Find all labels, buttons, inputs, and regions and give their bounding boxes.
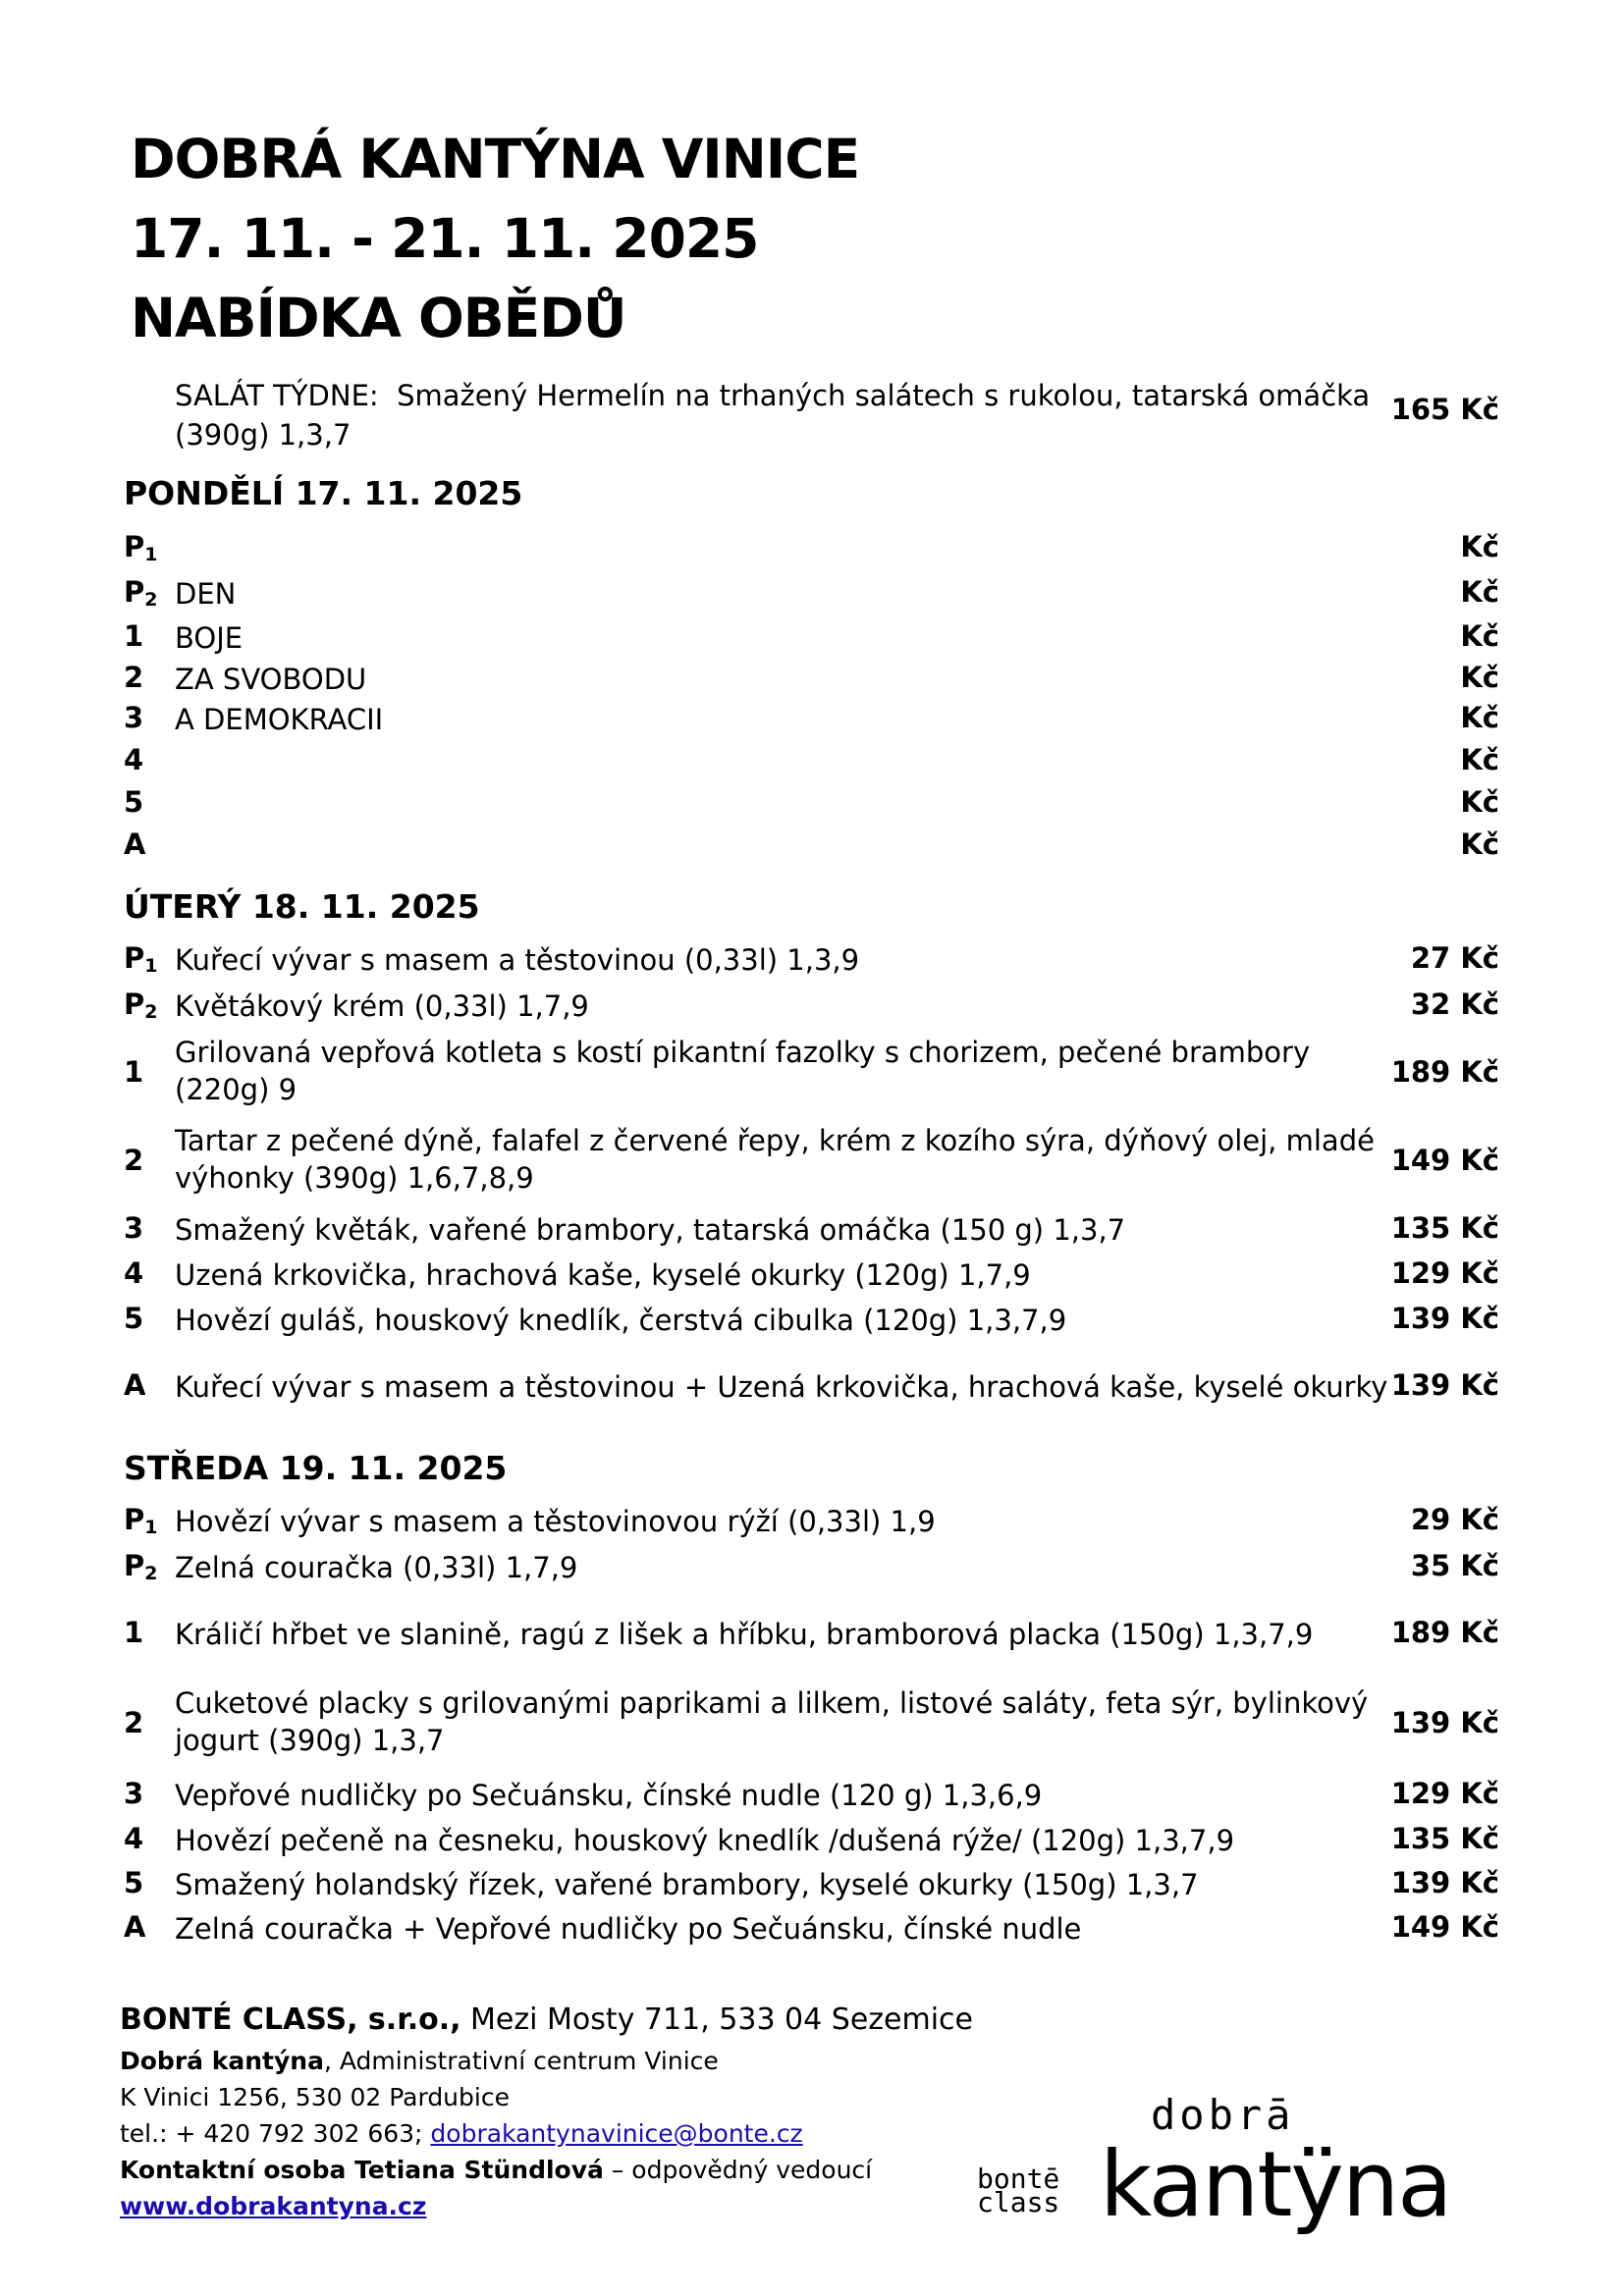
- item-description: Zelná couračka (0,33l) 1,7,9: [175, 1551, 578, 1584]
- item-code: 2: [124, 1144, 144, 1177]
- item-code: 2: [124, 661, 144, 694]
- item-price: 27 Kč: [1410, 941, 1499, 975]
- footer-person-line: [120, 2152, 973, 2188]
- logo-small-top: bontē: [977, 2163, 1060, 2195]
- item-price: 29 Kč: [1410, 1503, 1499, 1536]
- item-price: 139 Kč: [1390, 1866, 1499, 1899]
- item-code: A: [124, 828, 146, 861]
- item-code: $P_1$: [124, 1503, 158, 1538]
- item-price: Kč: [1460, 828, 1499, 861]
- item-code: 1: [124, 619, 144, 653]
- item-price: 139 Kč: [1390, 1706, 1499, 1739]
- item-code: 3: [124, 1777, 144, 1810]
- item-description: Zelná couračka + Vepřové nudličky po Sečuánsku, čínské nudle: [175, 1912, 1082, 1946]
- item-code: 4: [124, 743, 144, 776]
- item-code: 5: [124, 1866, 144, 1899]
- phone-number: tel.: + 420 792 302 663;: [120, 2119, 431, 2148]
- contact-person: Kontaktní osoba Tetiana Stündlová: [120, 2156, 604, 2184]
- footer-company-line: [120, 1998, 973, 2043]
- salad-label: SALÁT TÝDNE:: [175, 379, 379, 412]
- item-description: Hovězí vývar s masem a těstovinovou rýží (0,33l) 1,9: [175, 1505, 936, 1538]
- title-offer: NABÍDKA OBĚDŮ: [131, 287, 626, 349]
- item-code: 4: [124, 1822, 144, 1855]
- item-code: 4: [124, 1256, 144, 1290]
- item-description: Květákový krém (0,33l) 1,7,9: [175, 989, 589, 1023]
- item-description: Kuřecí vývar s masem a těstovinou + Uzená krkovička, hrachová kaše, kyselé okurky: [175, 1370, 1388, 1404]
- item-price: 129 Kč: [1390, 1777, 1499, 1810]
- item-price: 35 Kč: [1410, 1549, 1499, 1582]
- item-description: Kuřecí vývar s masem a těstovinou (0,33l) 1,3,9: [175, 943, 860, 977]
- contact-role: – odpovědný vedoucí: [603, 2156, 873, 2184]
- item-code: 5: [124, 1302, 144, 1335]
- item-description: DEN: [175, 577, 237, 611]
- item-description: Grilovaná vepřová kotleta s kostí pikantní fazolky s chorizem, pečené brambory (220g) 9: [175, 1036, 1311, 1106]
- company-address: Mezi Mosty 711, 533 04 Sezemice: [460, 2002, 973, 2037]
- title-canteen: DOBRÁ KANTÝNA VINICE: [131, 128, 860, 190]
- item-price: Kč: [1460, 530, 1499, 563]
- item-code: A: [124, 1910, 146, 1944]
- footer-street: K Vinici 1256, 530 02 Pardubice: [120, 2083, 510, 2111]
- item-description: Smažený holandský řízek, vařené brambory, kyselé okurky (150g) 1,3,7: [175, 1868, 1199, 1901]
- salad-of-week: [175, 376, 1382, 454]
- salad-description: [175, 376, 1373, 454]
- item-price: 32 Kč: [1410, 988, 1499, 1021]
- item-price: 189 Kč: [1390, 1616, 1499, 1649]
- item-price: Kč: [1460, 785, 1499, 819]
- item-code: 1: [124, 1616, 144, 1649]
- item-description: BOJE: [175, 621, 244, 655]
- item-code: 3: [124, 701, 144, 734]
- item-code: $P_2$: [124, 1549, 158, 1584]
- item-price: 189 Kč: [1390, 1055, 1499, 1089]
- item-code: $P_1$: [124, 530, 158, 565]
- item-price: Kč: [1460, 575, 1499, 609]
- item-code: $P_1$: [124, 941, 158, 977]
- item-description: Uzená krkovička, hrachová kaše, kyselé okurky (120g) 1,7,9: [175, 1258, 1031, 1292]
- footer-website-line: [120, 2188, 973, 2224]
- item-code: 1: [124, 1055, 144, 1089]
- salad-price: 165 Kč: [1390, 393, 1499, 426]
- footer-contact: [120, 1998, 973, 2224]
- logo-big-bottom: kantÿna: [1100, 2132, 1451, 2235]
- day-heading-monday: PONDĚLÍ 17. 11. 2025: [124, 474, 523, 512]
- item-description: Vepřové nudličky po Sečuánsku, čínské nudle (120 g) 1,3,6,9: [175, 1779, 1043, 1812]
- item-description: Cuketové placky s grilovanými paprikami a lilkem, listové saláty, feta sýr, bylinkový jogurt (390g) 1,3,7: [175, 1686, 1369, 1757]
- footer-canteen-line: [120, 2043, 973, 2079]
- footer-contact-line: [120, 2115, 973, 2152]
- logo-big-top: dobrā: [1151, 2091, 1295, 2139]
- title-date-range: 17. 11. - 21. 11. 2025: [131, 207, 759, 270]
- item-description: Tartar z pečené dýně, falafel z červené řepy, krém z kozího sýra, dýňový olej, mladé výhonky (390g) 1,6,7,8,9: [175, 1124, 1375, 1195]
- item-price: Kč: [1460, 701, 1499, 734]
- item-code: 3: [124, 1211, 144, 1245]
- item-description: Králičí hřbet ve slanině, ragú z lišek a hříbku, bramborová placka (150g) 1,3,7,9: [175, 1618, 1314, 1651]
- item-description: A DEMOKRACII: [175, 703, 384, 736]
- item-code: A: [124, 1368, 146, 1402]
- item-code: 2: [124, 1706, 144, 1739]
- item-price: 129 Kč: [1390, 1256, 1499, 1290]
- canteen-place: , Administrativní centrum Vinice: [323, 2047, 719, 2075]
- canteen-name: Dobrá kantýna: [120, 2047, 324, 2075]
- item-price: 135 Kč: [1390, 1822, 1499, 1855]
- item-code: 5: [124, 785, 144, 819]
- item-description: Hovězí pečeně na česneku, houskový knedlík /dušená rýže/ (120g) 1,3,7,9: [175, 1824, 1235, 1857]
- page-title: [131, 120, 859, 358]
- item-price: Kč: [1460, 619, 1499, 653]
- logo-small-bottom: class: [977, 2186, 1060, 2218]
- item-price: 149 Kč: [1390, 1144, 1499, 1177]
- item-price: Kč: [1460, 743, 1499, 776]
- website-link[interactable]: www.dobrakantyna.cz: [120, 2192, 427, 2220]
- item-price: 139 Kč: [1390, 1302, 1499, 1335]
- email-link[interactable]: dobrakantynavinice@bonte.cz: [430, 2119, 803, 2148]
- item-price: 149 Kč: [1390, 1910, 1499, 1944]
- company-name: BONTÉ CLASS, s.r.o.,: [120, 2002, 461, 2037]
- item-description: ZA SVOBODU: [175, 663, 367, 696]
- item-price: 135 Kč: [1390, 1211, 1499, 1245]
- item-code: $P_2$: [124, 988, 158, 1023]
- dobra-kantyna-logo: [972, 2088, 1522, 2235]
- day-heading-wednesday: STŘEDA 19. 11. 2025: [124, 1449, 508, 1487]
- day-heading-tuesday: ÚTERÝ 18. 11. 2025: [124, 887, 480, 926]
- item-code: $P_2$: [124, 575, 158, 611]
- salad-text: Smažený Hermelín na trhaných salátech s rukolou, tatarská omáčka (390g) 1,3,7: [175, 379, 1371, 452]
- item-price: 139 Kč: [1390, 1368, 1499, 1402]
- item-description: Hovězí guláš, houskový knedlík, čerstvá cibulka (120g) 1,3,7,9: [175, 1304, 1067, 1337]
- item-price: Kč: [1460, 661, 1499, 694]
- item-description: Smažený květák, vařené brambory, tatarská omáčka (150 g) 1,3,7: [175, 1213, 1126, 1247]
